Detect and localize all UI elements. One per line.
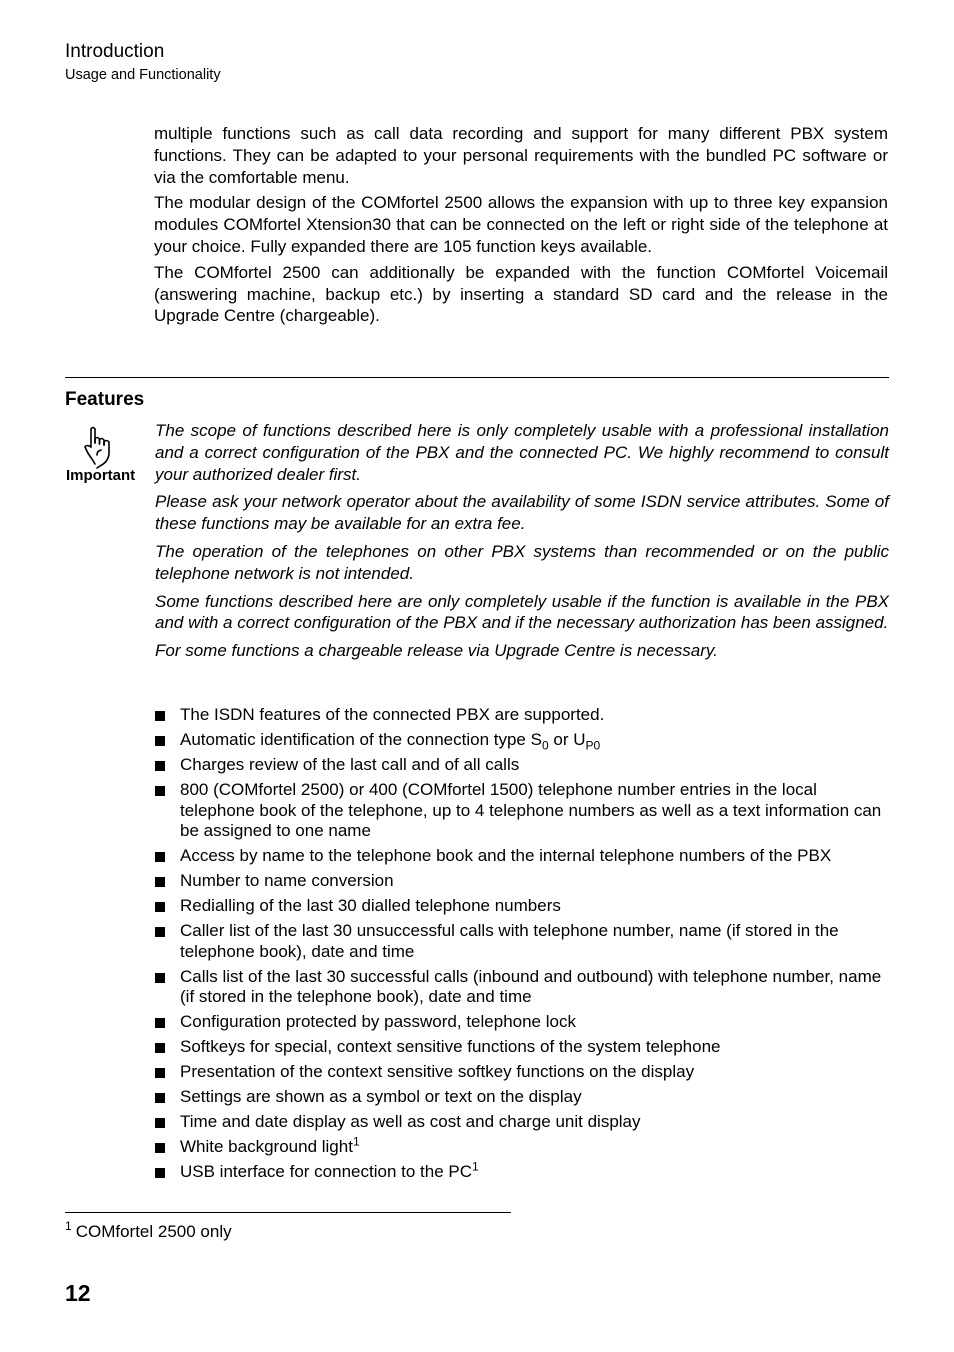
bullet-icon: [155, 902, 165, 912]
bullet-icon: [155, 1118, 165, 1128]
list-item: Caller list of the last 30 unsuccessful calls with telephone number, name (if stored in the telephone book), date and time: [154, 921, 888, 962]
pointing-hand-icon: [80, 424, 120, 470]
bullet-icon: [155, 1168, 165, 1178]
footnote-text: COMfortel 2500 only: [75, 1222, 232, 1241]
note-paragraph: The operation of the telephones on other PBX systems than recommended or on the public telephone network is not intended.: [155, 541, 889, 583]
bullet-icon: [155, 761, 165, 771]
list-item: White background light$^1$: [154, 1137, 888, 1158]
note-paragraph: Some functions described here are only completely usable if the function is available in the PBX and with a correct configuration of the PBX and if the necessary authorization has been assigned.: [155, 591, 889, 633]
list-item: Number to name conversion: [154, 871, 888, 892]
footnote-marker: 1: [65, 1219, 72, 1234]
list-item: Calls list of the last 30 successful calls (inbound and outbound) with telephone number, name (if stored in the telephone book), date and time: [154, 967, 888, 1008]
note-paragraph: The scope of functions described here is only completely usable with a professional installation and a correct configuration of the PBX and the connected PC. We highly recommend to consult your authorized dealer first.: [155, 421, 889, 484]
list-item: USB interface for connection to the $PC^1$: [154, 1162, 888, 1183]
note-paragraph: Please ask your network operator about the availability of some ISDN service attributes. Some of these functions may be available for an extra fee.: [155, 492, 889, 534]
intro-paragraph: The modular design of the COMfortel 2500 allows the expansion with up to three key expansion modules COMfortel Xtension30 that can be connected on the left or right side of the telephone at your choice. Fully expanded there are 105 function keys available.: [154, 193, 888, 256]
header-title: Introduction: [65, 41, 165, 62]
bullet-icon: [155, 1093, 165, 1103]
footnote: [65, 1219, 232, 1242]
list-item: The ISDN features of the connected PBX are supported.: [154, 705, 888, 726]
section-divider: [65, 377, 889, 378]
list-item: Softkeys for special, context sensitive functions of the system telephone: [154, 1037, 888, 1058]
list-item: Automatic identification of the connection type $S_0$ or $U_{P0}$: [154, 730, 888, 751]
bullet-icon: [155, 1068, 165, 1078]
section-title: Features: [65, 389, 145, 410]
bullet-icon: [155, 927, 165, 937]
list-item: Settings are shown as a symbol or text on the display: [154, 1087, 888, 1108]
intro-text: [154, 123, 888, 331]
footnote-divider: [65, 1212, 511, 1213]
bullet-icon: [155, 877, 165, 887]
list-item: Time and date display as well as cost and charge unit display: [154, 1112, 888, 1133]
list-item: Redialling of the last 30 dialled telephone numbers: [154, 896, 888, 917]
bullet-icon: [155, 1143, 165, 1153]
footnote-ref: 1: [472, 1159, 479, 1174]
intro-paragraph: The COMfortel 2500 can additionally be expanded with the function COMfortel Voicemail (answering machine, backup etc.) by inserting a standard SD card and the release in the Upgrade Centre (chargeable).: [154, 262, 888, 326]
list-item: Presentation of the context sensitive softkey functions on the display: [154, 1062, 888, 1083]
intro-paragraph: multiple functions such as call data recording and support for many different PBX system functions. They can be adapted to your personal requirements with the bundled PC software or via the comfortable menu.: [154, 124, 888, 187]
important-label: Important: [66, 467, 136, 484]
footnote-ref: 1: [352, 1134, 360, 1149]
list-item: Charges review of the last call and of all calls: [154, 755, 888, 776]
bullet-icon: [155, 786, 165, 796]
note-paragraph: For some functions a chargeable release via Upgrade Centre is necessary.: [155, 641, 718, 661]
bullet-icon: [155, 711, 165, 721]
page-number: 12: [65, 1280, 91, 1306]
bullet-icon: [155, 1018, 165, 1028]
bullet-icon: [155, 736, 165, 746]
list-item: Configuration protected by password, telephone lock: [154, 1012, 888, 1033]
list-item: Access by name to the telephone book and the internal telephone numbers of the PBX: [154, 846, 888, 867]
bullet-icon: [155, 852, 165, 862]
important-notes: [155, 420, 889, 668]
bullet-icon: [155, 1043, 165, 1053]
header-subtitle: Usage and Functionality: [65, 67, 221, 83]
list-item: 800 (COMfortel 2500) or 400 (COMfortel 1500) telephone number entries in the local telephone book of the telephone, up to 4 telephone numbers as well as a text information can be assigned to one name: [154, 780, 888, 842]
bullet-icon: [155, 973, 165, 983]
feature-list: [154, 705, 888, 1187]
